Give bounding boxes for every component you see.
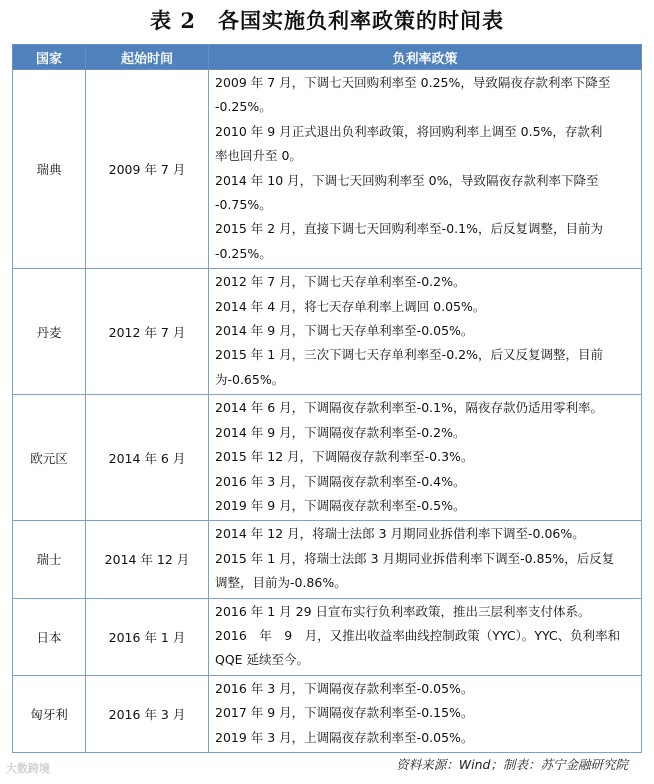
policy-line: 2016 年 3 月，下调隔夜存款利率至-0.4%。 <box>215 473 466 489</box>
policy-line: -0.25%。 <box>215 99 272 115</box>
watermark: 大数跨境 <box>6 762 50 775</box>
table-row <box>13 675 642 752</box>
header-start-time: 起始时间 <box>86 45 209 70</box>
country-cell: 丹麦 <box>13 269 86 395</box>
country-cell: 瑞典 <box>13 70 86 269</box>
start-time-cell: 2014 年 6 月 <box>86 395 209 521</box>
policy-cell <box>209 269 642 395</box>
policy-line: 2014 年 6 月，下调隔夜存款利率至-0.1%，隔夜存款仍适用零利率。 <box>215 400 603 416</box>
policy-line: 2015 年 12 月，下调隔夜存款利率至-0.3%。 <box>215 449 474 465</box>
start-time-cell: 2012 年 7 月 <box>86 269 209 395</box>
policy-line: 2016 年 1 月 29 日宣布实行负利率政策，推出三层利率支付体系。 <box>215 603 591 619</box>
policy-cell <box>209 521 642 598</box>
policy-line: 2016 年 3 月，下调隔夜存款利率至-0.05%。 <box>215 680 474 696</box>
policy-line: 2015 年 2 月，直接下调七天回购利率至-0.1%，后反复调整，目前为 <box>215 221 603 237</box>
policy-line: 2019 年 9 月，下调隔夜存款利率至-0.5%。 <box>215 497 466 513</box>
policy-line: -0.25%。 <box>215 245 272 261</box>
policy-line: QQE 延续至今。 <box>215 652 310 668</box>
policy-line: 2014 年 10 月，下调七天回购利率至 0%，导致隔夜存款利率下降至 <box>215 172 599 188</box>
policy-line: 2019 年 3 月，上调隔夜存款利率至-0.05%。 <box>215 729 474 745</box>
policy-line: 2016 年 9 月，又推出收益率曲线控制政策（YYC）。YYC、负利率和 <box>215 627 621 643</box>
table-row <box>13 598 642 675</box>
policy-line: 2012 年 7 月，下调七天存单利率至-0.2%。 <box>215 274 466 290</box>
table-row <box>13 70 642 269</box>
policy-line: 2015 年 1 月，将瑞士法郎 3 月期同业拆借利率下调至-0.85%，后反复 <box>215 550 615 566</box>
policy-cell <box>209 675 642 752</box>
start-time-cell: 2009 年 7 月 <box>86 70 209 269</box>
source-footer: 资料来源：Wind；制表：苏宁金融研究院 <box>396 757 628 772</box>
policy-line: 为-0.65%。 <box>215 371 285 387</box>
policy-line: 2017 年 9 月，下调隔夜存款利率至-0.15%。 <box>215 705 474 721</box>
policy-line: 2010 年 9 月正式退出负利率政策，将回购利率上调至 0.5%，存款利 <box>215 123 603 139</box>
policy-line: 2014 年 9 月，下调七天存单利率至-0.05%。 <box>215 323 474 339</box>
table-title: 表 2 各国实施负利率政策的时间表 <box>150 8 504 33</box>
policy-line: 2015 年 1 月，三次下调七天存单利率至-0.2%，后又反复调整，目前 <box>215 347 603 363</box>
table-row <box>13 395 642 521</box>
policy-line: 调整，目前为-0.86%。 <box>215 575 347 591</box>
policy-cell <box>209 70 642 269</box>
policy-line: -0.75%。 <box>215 197 272 213</box>
policy-line: 率也回升至 0。 <box>215 148 302 164</box>
policy-cell <box>209 598 642 675</box>
negative-rate-policy-table <box>12 44 642 753</box>
table-header-row <box>13 45 642 70</box>
policy-line: 2009 年 7 月，下调七天回购利率至 0.25%，导致隔夜存款利率下降至 <box>215 75 611 90</box>
start-time-cell: 2016 年 1 月 <box>86 598 209 675</box>
policy-line: 2014 年 12 月，将瑞士法郎 3 月期同业拆借利率下调至-0.06%。 <box>215 526 585 542</box>
country-cell: 瑞士 <box>13 521 86 598</box>
country-cell: 日本 <box>13 598 86 675</box>
table-row <box>13 269 642 395</box>
country-cell: 匈牙利 <box>13 675 86 752</box>
policy-cell <box>209 395 642 521</box>
policy-line: 2014 年 9 月，下调隔夜存款利率至-0.2%。 <box>215 424 466 440</box>
header-country: 国家 <box>13 45 86 70</box>
start-time-cell: 2014 年 12 月 <box>86 521 209 598</box>
table-row <box>13 521 642 598</box>
policy-line: 2014 年 4 月，将七天存单利率上调回 0.05%。 <box>215 298 486 314</box>
header-policy: 负利率政策 <box>209 45 642 70</box>
start-time-cell: 2016 年 3 月 <box>86 675 209 752</box>
country-cell: 欧元区 <box>13 395 86 521</box>
